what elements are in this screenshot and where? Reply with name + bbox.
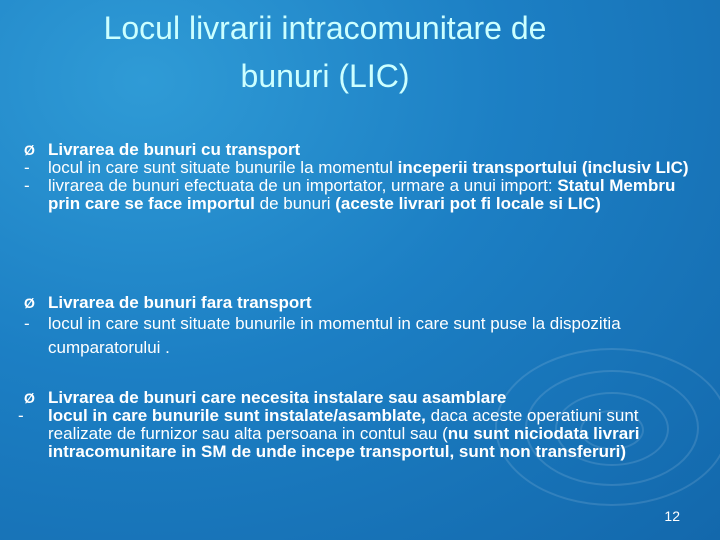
title-line-1: Locul livrarii intracomunitare de [103, 10, 547, 46]
dash-bullet: - [24, 314, 30, 333]
section-heading: Ø Livrarea de bunuri fara transport [24, 293, 312, 312]
arrow-bullet-icon: Ø [24, 295, 35, 311]
section-installation [18, 389, 698, 461]
dash-bullet: - [18, 406, 24, 425]
section-heading: Ø Livrarea de bunuri care necesita instalare sau asamblare [24, 388, 507, 407]
section-transport [18, 141, 698, 213]
title-line-2: bunuri (LIC) [240, 58, 410, 94]
dash-bullet: - [24, 176, 30, 195]
slide-title [0, 4, 650, 100]
list-item: - livrarea de bunuri efectuata de un importator, urmare a unui import: Statul Membru prin care se face importul de bunuri (aceste livrari pot fi locale si LIC) [24, 176, 676, 213]
list-item: - locul in care sunt situate bunurile in momentul in care sunt puse la dispozitia cumparatorului . [24, 314, 621, 357]
list-item: - locul in care sunt situate bunurile la momentul inceperii transportului (inclusiv LIC) [24, 158, 689, 177]
arrow-bullet-icon: Ø [24, 142, 35, 158]
arrow-bullet-icon: Ø [24, 390, 35, 406]
dash-bullet: - [24, 158, 30, 177]
page-number: 12 [664, 508, 680, 524]
list-item: - locul in care bunurile sunt instalate/asamblate, daca aceste operatiuni sunt realizate de furnizor sau alta persoana in contul sau (nu sunt niciodata livrari intracomunitare in SM de unde incepe transportul, sunt non transferuri) [18, 406, 640, 461]
section-no-transport [18, 294, 698, 360]
section-heading: Ø Livrarea de bunuri cu transport [24, 140, 301, 159]
